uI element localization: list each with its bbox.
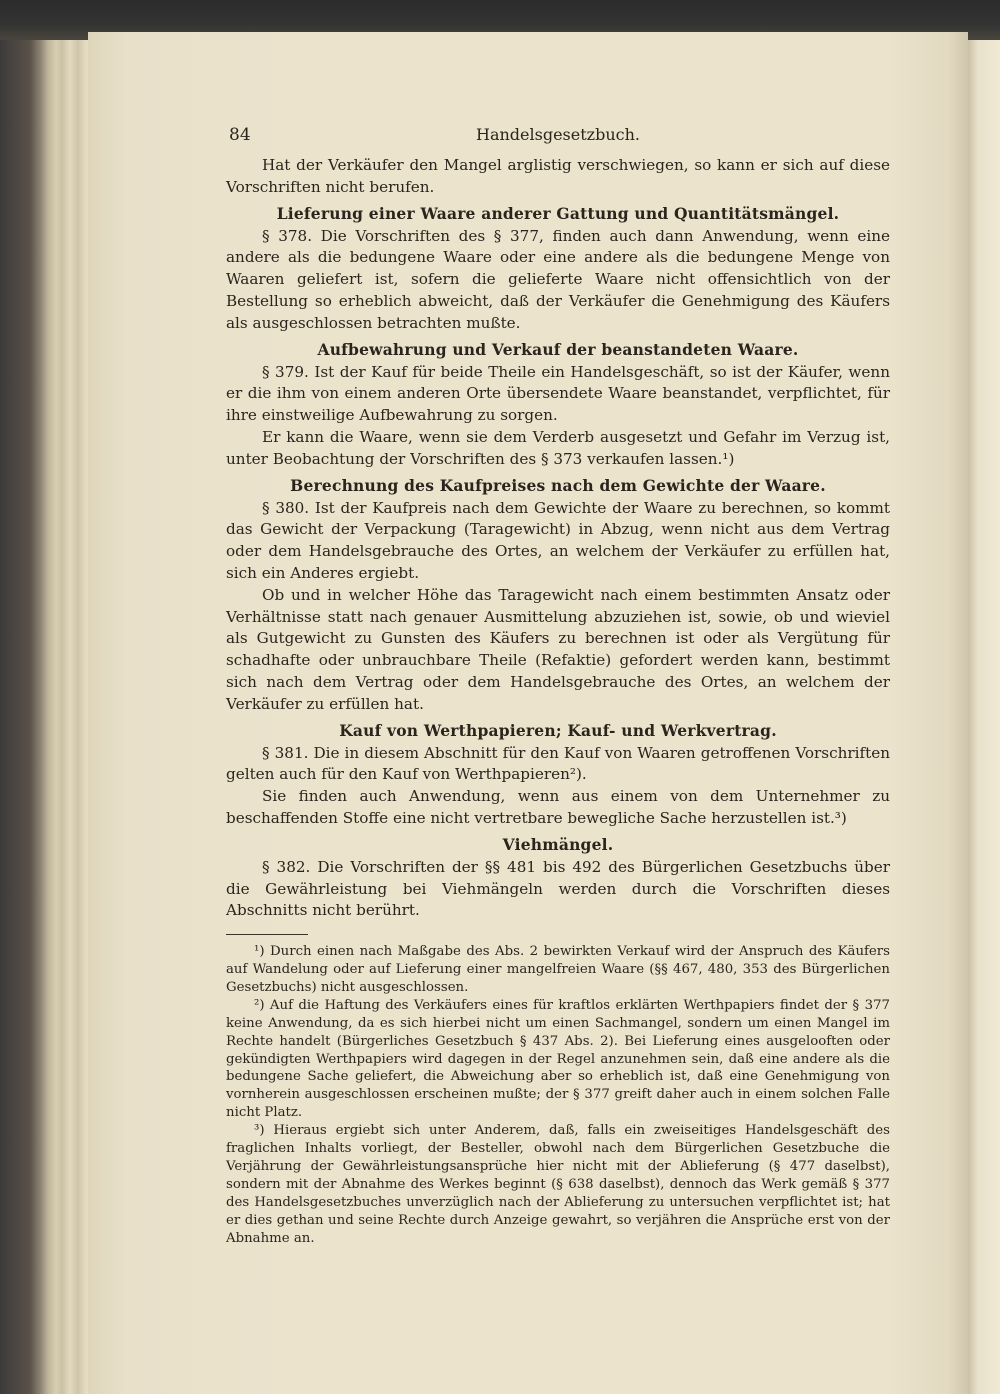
running-title: Handelsgesetzbuch. bbox=[476, 125, 640, 144]
page-content bbox=[226, 125, 890, 1248]
footnote-3: ³) Hieraus ergiebt sich unter Anderem, daß, falls ein zweiseitiges Handelsgeschäft des fraglichen Inhalts vorliegt, der Besteller, obwohl nach dem Bürgerlichen Gesetzbuche die Verjährung der Gewährleistungsansprüche hier nicht mit der Ablieferung (§ 477 daselbst), sondern mit der Abnahme des Werkes beginnt (§ 638 daselbst), dennoch das Werk gemäß § 377 des Handelsgesetzbuches unverzüglich nach der Ablieferung zu untersuchen verpflichtet ist; hat er dies gethan und seine Rechte durch Anzeige gewahrt, so verjähren die Ansprüche erst von der Abnahme an. bbox=[226, 1123, 890, 1246]
facing-page-edge bbox=[968, 40, 1000, 1394]
intro-paragraph: Hat der Verkäufer den Mangel arglistig verschwiegen, so kann er sich auf diese Vorschriften nicht berufen. bbox=[226, 156, 890, 196]
section-heading: Viehmängel. bbox=[502, 834, 614, 854]
paragraph: Ob und in welcher Höhe das Taragewicht nach einem bestimmten Ansatz oder Verhältnisse statt nach genauer Ausmittelung abzuziehen ist, sowie, ob und wieviel als Gutgewicht zu Gunsten des Käufers zu berechnen ist oder als Vergütung für schadhafte oder unbrauchbare Theile (Refaktie) gefordert werden kann, bestimmt sich nach dem Vertrag oder dem Handelsgebrauche des Ortes, an welchem der Verkäufer zu erfüllen hat. bbox=[226, 585, 890, 713]
paragraph: § 381. Die in diesem Abschnitt für den Kauf von Waaren getroffenen Vorschriften gelten auch für den Kauf von Werthpapieren²). bbox=[226, 743, 890, 784]
section-380 bbox=[226, 471, 890, 716]
intro-block bbox=[226, 155, 890, 199]
footnote-1: ¹) Durch einen nach Maßgabe des Abs. 2 bewirkten Verkauf wird der Anspruch des Käufers auf Wandelung oder auf Lieferung einer mangelfreien Waare (§§ 467, 480, 353 des Bürgerlichen Gesetzbuchs) nicht ausgeschlossen. bbox=[226, 944, 890, 995]
section-heading: Aufbewahrung und Verkauf der beanstandeten Waare. bbox=[317, 339, 799, 359]
section-381 bbox=[226, 716, 890, 830]
paragraph: § 382. Die Vorschriften der §§ 481 bis 492 des Bürgerlichen Gesetzbuchs über die Gewährleistung bei Viehmängeln werden durch die Vorschriften dieses Abschnitts nicht berührt. bbox=[226, 857, 890, 920]
paragraph: § 378. Die Vorschriften des § 377, finden auch dann Anwendung, wenn eine andere als die bedungene Waare oder eine andere als die bedungene Menge von Waaren geliefert ist, sofern die gelieferte Waare nicht offensichtlich von der Bestellung so erheblich abweicht, daß der Verkäufer die Genehmigung des Käufers als ausgeschlossen betrachten mußte. bbox=[226, 226, 890, 332]
paragraph: Er kann die Waare, wenn sie dem Verderb ausgesetzt und Gefahr im Verzug ist, unter Beobachtung der Vorschriften des § 373 verkaufen lassen.¹) bbox=[226, 427, 890, 468]
running-head bbox=[226, 125, 890, 155]
page-number: 84 bbox=[229, 125, 251, 145]
footnote-2: ²) Auf die Haftung des Verkäufers eines für kraftlos erklärten Werthpapiers findet der § 377 keine Anwendung, da es sich hierbei nicht um einen Sachmangel, sondern um einen Mangel im Rechte handelt (Bürgerliches Gesetzbuch § 437 Abs. 2). Bei Lieferung eines ausgelooften oder gekündigten Werthpapiers wird dagegen in der Regel anzunehmen sein, daß eine andere als die bedungene Sache geliefert, die Abweichung aber so erheblich ist, daß eine Genehmigung von vornherein ausgeschlossen erscheinen mußte; der § 377 greift daher auch in einem solchen Falle nicht Platz. bbox=[226, 997, 890, 1121]
section-heading: Kauf von Werthpapieren; Kauf- und Werkvertrag. bbox=[339, 720, 777, 740]
section-heading: Berechnung des Kaufpreises nach dem Gewichte der Waare. bbox=[290, 475, 826, 495]
section-382 bbox=[226, 830, 890, 922]
section-379 bbox=[226, 335, 890, 471]
footnotes bbox=[226, 943, 890, 1247]
paragraph: Sie finden auch Anwendung, wenn aus einem von dem Unternehmer zu beschaffenden Stoffe eine nicht vertretbare bewegliche Sache herzustellen ist.³) bbox=[226, 787, 890, 827]
footnote-divider bbox=[226, 934, 308, 935]
section-378 bbox=[226, 199, 890, 335]
paragraph: § 379. Ist der Kauf für beide Theile ein Handelsgeschäft, so ist der Käufer, wenn er die ihm von einem anderen Orte übersendete Waare beanstandet, verpflichtet, für ihre einstweilige Aufbewahrung zu sorgen. bbox=[226, 362, 890, 425]
section-heading: Lieferung einer Waare anderer Gattung und Quantitätsmängel. bbox=[276, 203, 840, 223]
paragraph: § 380. Ist der Kaufpreis nach dem Gewichte der Waare zu berechnen, so kommt das Gewicht der Verpackung (Taragewicht) in Abzug, wenn nicht aus dem Vertrag oder dem Handelsgebrauche des Ortes, an welchem der Verkäufer zu erfüllen hat, sich ein Anderes ergiebt. bbox=[226, 498, 890, 582]
